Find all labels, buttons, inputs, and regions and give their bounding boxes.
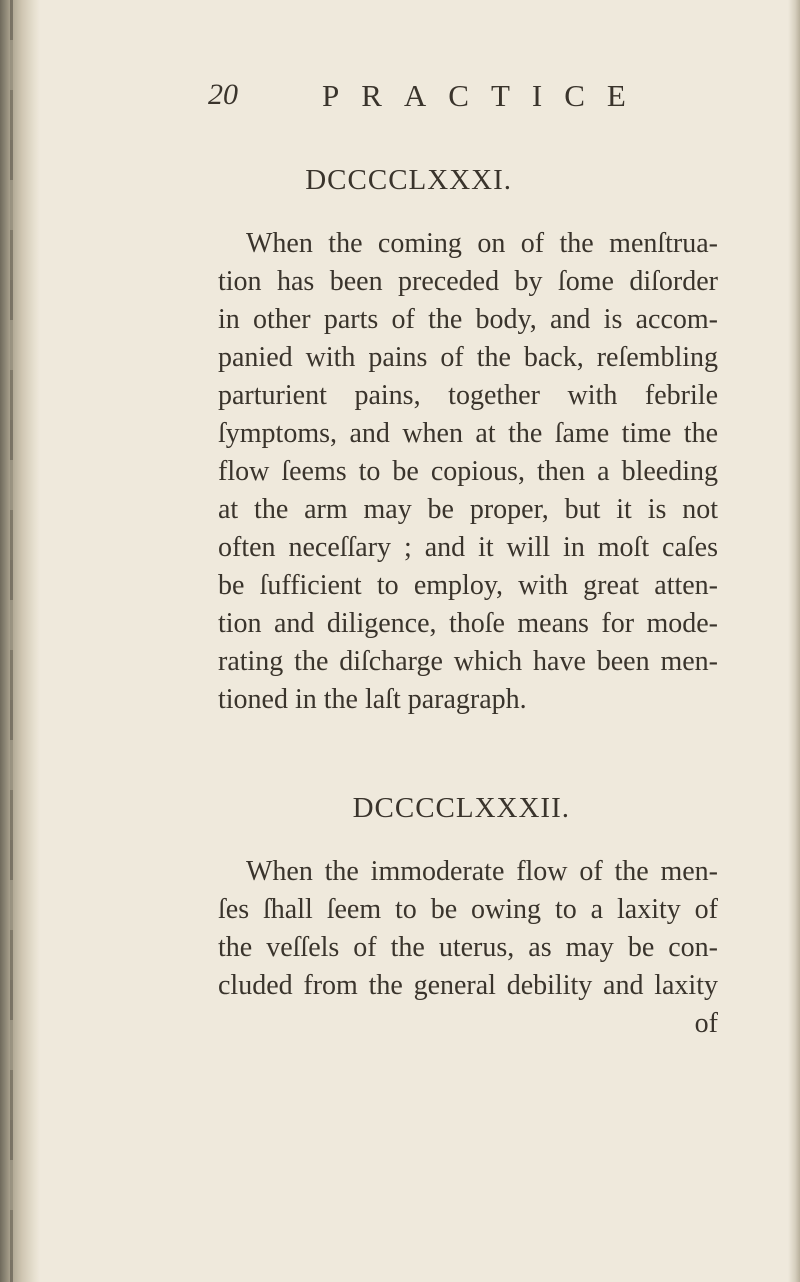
catchword: of xyxy=(694,1008,718,1039)
page-header xyxy=(0,78,800,118)
text-line: flow ſeems to be copious, then a bleeding xyxy=(218,456,718,487)
text-line: ſes ſhall ſeem to be owing to a laxity of xyxy=(218,894,718,925)
text-line: ſymptoms, and when at the ſame time the xyxy=(218,418,718,449)
text-line: panied with pains of the back, reſembling xyxy=(218,342,718,373)
text-line: tion has been preceded by ſome diſorder xyxy=(218,266,718,297)
text-line: rating the diſcharge which have been men- xyxy=(218,646,718,677)
text-line: When the immoderate flow of the men- xyxy=(246,856,718,887)
text-line: cluded from the general debility and laxity xyxy=(218,970,718,1001)
text-line: the veſſels of the uterus, as may be con- xyxy=(218,932,718,963)
text-line: tioned in the laſt paragraph. xyxy=(218,684,527,715)
text-line: in other parts of the body, and is accom- xyxy=(218,304,718,335)
text-line: be ſufficient to employ, with great atten- xyxy=(218,570,718,601)
text-line: often neceſſary ; and it will in moſt caſes xyxy=(218,532,718,563)
running-head: PRACTICE xyxy=(322,78,648,113)
section-heading: DCCCCLXXXII. xyxy=(352,792,570,824)
text-line: tion and diligence, thoſe means for mode- xyxy=(218,608,718,639)
page-number: 20 xyxy=(208,78,238,111)
text-line: parturient pains, together with febrile xyxy=(218,380,718,411)
text-line: When the coming on of the menſtrua- xyxy=(246,228,718,259)
text-line: at the arm may be proper, but it is not xyxy=(218,494,718,525)
section-heading: DCCCCLXXXI. xyxy=(305,164,512,196)
